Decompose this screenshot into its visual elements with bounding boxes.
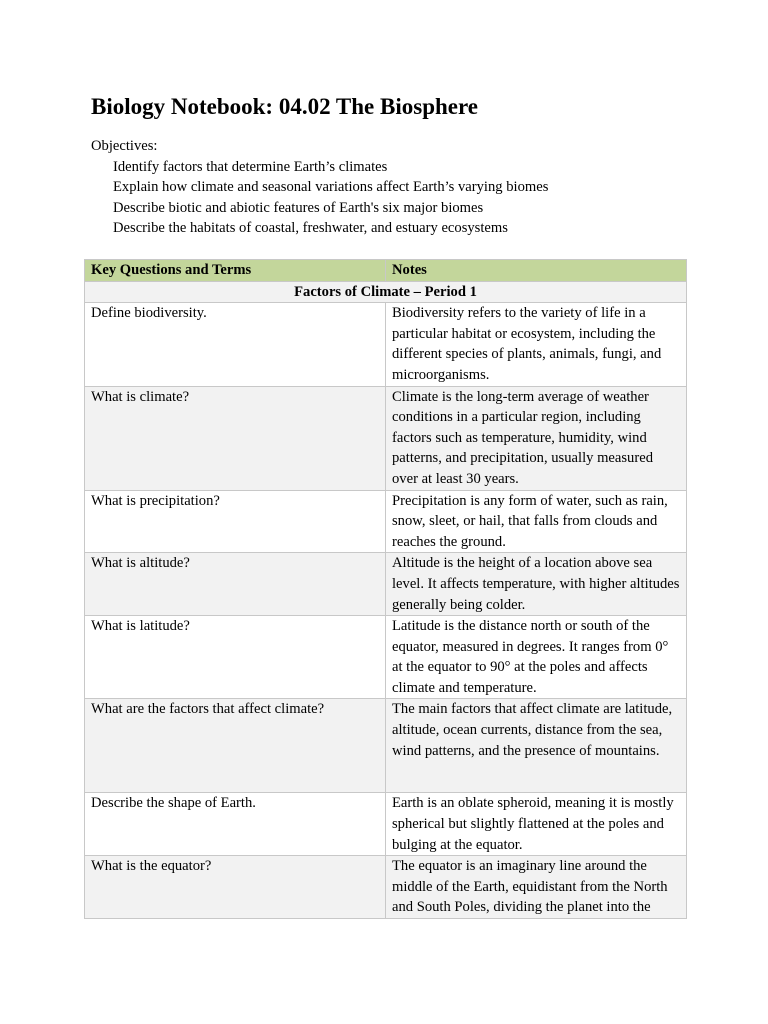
section-row	[85, 281, 687, 303]
table-row	[85, 490, 687, 553]
table-row	[85, 553, 687, 616]
notes-cell: Precipitation is any form of water, such as rain, snow, sleet, or hail, that falls from clouds and reaches the ground.	[386, 490, 687, 553]
question-cell: What is precipitation?	[85, 490, 386, 553]
notes-cell: The main factors that affect climate are latitude, altitude, ocean currents, distance from the sea, wind patterns, and the presence of mountains.	[386, 699, 687, 793]
objective-item: Describe the habitats of coastal, freshwater, and estuary ecosystems	[113, 220, 508, 237]
objective-item: Describe biotic and abiotic features of Earth's six major biomes	[113, 199, 484, 216]
question-cell: What is latitude?	[85, 616, 386, 699]
table-row	[85, 386, 687, 490]
notes-cell: Latitude is the distance north or south of the equator, measured in degrees. It ranges from 0° at the equator to 90° at the poles and affects climate and temperature.	[386, 616, 687, 699]
notes-cell: Climate is the long-term average of weather conditions in a particular region, including factors such as temperature, humidity, wind patterns, and precipitation, usually measured over at least 30 years.	[386, 386, 687, 490]
objectives-section	[91, 136, 548, 239]
section-title: Factors of Climate – Period 1	[85, 281, 687, 303]
objective-item: Explain how climate and seasonal variations affect Earth’s varying biomes	[113, 179, 549, 196]
table-row	[85, 856, 687, 919]
notes-cell: Altitude is the height of a location above sea level. It affects temperature, with higher altitudes generally being colder.	[386, 553, 687, 616]
notes-table	[84, 259, 687, 919]
question-cell: Describe the shape of Earth.	[85, 793, 386, 856]
question-cell: What are the factors that affect climate?	[85, 699, 386, 793]
column-header-notes: Notes	[386, 260, 687, 282]
page-title: Biology Notebook: 04.02 The Biosphere	[91, 94, 478, 119]
table-row	[85, 699, 687, 793]
table-row	[85, 793, 687, 856]
objective-item: Identify factors that determine Earth’s climates	[113, 158, 388, 175]
question-cell: What is climate?	[85, 386, 386, 490]
notes-cell: The equator is an imaginary line around the middle of the Earth, equidistant from the North and South Poles, dividing the planet into the	[386, 856, 687, 919]
question-cell: What is altitude?	[85, 553, 386, 616]
question-cell: What is the equator?	[85, 856, 386, 919]
objectives-heading: Objectives:	[91, 138, 158, 154]
objectives-list	[91, 157, 548, 239]
notes-cell: Earth is an oblate spheroid, meaning it is mostly spherical but slightly flattened at the poles and bulging at the equator.	[386, 793, 687, 856]
table-row	[85, 303, 687, 386]
question-cell: Define biodiversity.	[85, 303, 386, 386]
column-header-questions: Key Questions and Terms	[85, 260, 386, 282]
notes-cell: Biodiversity refers to the variety of life in a particular habitat or ecosystem, including the different species of plants, animals, fungi, and microorganisms.	[386, 303, 687, 386]
table-header-row	[85, 260, 687, 282]
table-row	[85, 616, 687, 699]
